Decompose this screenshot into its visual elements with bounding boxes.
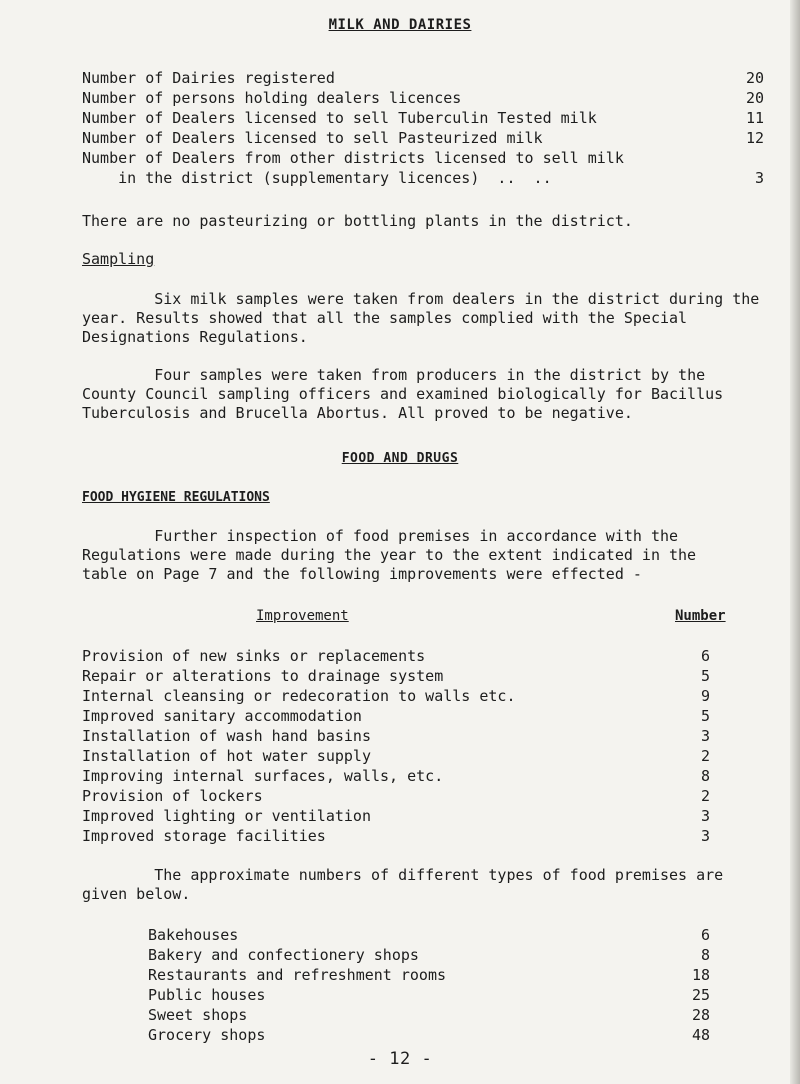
milk-stat-value: 20 (745, 69, 764, 87)
premises-row (148, 946, 710, 965)
milk-stat-value: 11 (745, 109, 764, 127)
sampling-paragraph-1: Six milk samples were taken from dealers in the district during the year. Results showed that all the samples complied with the Special Designations Regulations. (82, 290, 760, 346)
improvement-row (82, 747, 710, 766)
premises-label: Sweet shops (148, 1006, 248, 1024)
milk-stat-row (82, 149, 764, 168)
milk-stat-row (82, 69, 764, 88)
improvement-row (82, 807, 710, 826)
improvement-label: Repair or alterations to drainage system (82, 667, 444, 685)
improvement-label: Installation of hot water supply (82, 747, 371, 765)
premises-label: Public houses (148, 986, 266, 1004)
improvement-row (82, 767, 710, 786)
premises-number: 28 (691, 1006, 710, 1024)
milk-stat-label: in the district (supplementary licences) .. .. (82, 169, 552, 187)
premises-label: Grocery shops (148, 1026, 266, 1044)
milk-stat-value (736, 149, 764, 168)
premises-number: 48 (691, 1026, 710, 1044)
food-drugs-title: FOOD AND DRUGS (341, 451, 459, 466)
milk-stat-label: Number of Dealers licensed to sell Pasteurized milk (82, 129, 543, 147)
improvement-number: 6 (700, 647, 710, 665)
improvement-label: Provision of lockers (82, 787, 263, 805)
improvement-label: Installation of wash hand basins (82, 727, 371, 745)
improvement-label: Provision of new sinks or replacements (82, 647, 426, 665)
milk-stat-label: Number of persons holding dealers licences (82, 89, 462, 107)
improvement-row (82, 667, 710, 686)
improvement-label: Improved lighting or ventilation (82, 807, 371, 825)
premises-number: 25 (691, 986, 710, 1004)
improvement-label: Internal cleansing or redecoration to walls etc. (82, 687, 516, 705)
improvement-label: Improving internal surfaces, walls, etc. (82, 767, 444, 785)
premises-row (148, 1026, 710, 1045)
improvement-row (82, 647, 710, 666)
milk-stat-value: 12 (745, 129, 764, 147)
premises-number: 18 (691, 966, 710, 984)
improvement-label: Improved sanitary accommodation (82, 707, 362, 725)
milk-stat-label: Number of Dairies registered (82, 69, 335, 87)
milk-stat-value: 3 (754, 169, 764, 187)
premises-number: 8 (700, 946, 710, 964)
improvement-row (82, 827, 710, 846)
milk-stat-row (82, 169, 764, 188)
premises-label: Bakehouses (148, 926, 239, 944)
sampling-paragraph-2: Four samples were taken from producers in the district by the County Council sampling officers and examined biologically for Bacillus Tuberculosis and Brucella Abortus. All proved to be negative. (82, 366, 724, 422)
premises-row (148, 966, 710, 985)
improvement-row (82, 687, 710, 706)
milk-stat-row (82, 129, 764, 148)
improvement-number: 9 (700, 687, 710, 705)
milk-dairies-title: MILK AND DAIRIES (328, 17, 472, 33)
number-column-header: Number (675, 608, 726, 624)
milk-stat-row (82, 109, 764, 128)
improvement-number: 8 (700, 767, 710, 785)
improvement-number: 5 (700, 667, 710, 685)
pasteurising-note: There are no pasteurizing or bottling plants in the district. (82, 212, 633, 230)
improvement-number: 2 (700, 747, 710, 765)
premises-row (148, 926, 710, 945)
food-intro-paragraph: Further inspection of food premises in accordance with the Regulations were made during the year to the extent indicated in the table on Page 7 and the following improvements were effected - (82, 527, 697, 583)
improvement-number: 3 (700, 727, 710, 745)
improvement-label: Improved storage facilities (82, 827, 326, 845)
improvement-number: 5 (700, 707, 710, 725)
improvement-row (82, 707, 710, 726)
premises-label: Restaurants and refreshment rooms (148, 966, 447, 984)
milk-stat-value: 20 (745, 89, 764, 107)
milk-stat-row (82, 89, 764, 108)
premises-row (148, 1006, 710, 1025)
improvement-number: 3 (700, 827, 710, 845)
premises-intro-paragraph: The approximate numbers of different types of food premises are given below. (82, 866, 724, 903)
improvement-column-header: Improvement (256, 608, 349, 624)
premises-label: Bakery and confectionery shops (148, 946, 419, 964)
milk-stat-label: Number of Dealers from other districts licensed to sell milk (82, 149, 624, 167)
premises-row (148, 986, 710, 1005)
improvement-number: 2 (700, 787, 710, 805)
improvement-row (82, 787, 710, 806)
improvement-number: 3 (700, 807, 710, 825)
sampling-heading: Sampling (82, 250, 155, 268)
improvement-row (82, 727, 710, 746)
food-hygiene-heading: FOOD HYGIENE REGULATIONS (82, 490, 270, 505)
page-number: - 12 - (367, 1049, 433, 1069)
premises-number: 6 (700, 926, 710, 944)
page-edge-shadow (790, 0, 800, 1084)
milk-stat-label: Number of Dealers licensed to sell Tuberculin Tested milk (82, 109, 597, 127)
